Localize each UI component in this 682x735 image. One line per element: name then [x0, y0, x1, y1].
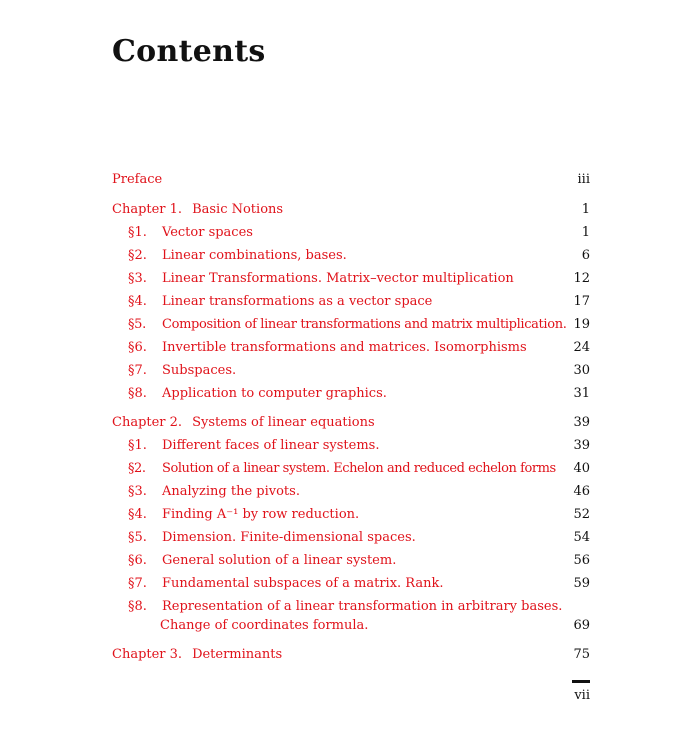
toc-section[interactable]	[112, 576, 590, 592]
toc-page-number: 39	[573, 438, 590, 453]
section-number[interactable]: §4.	[128, 294, 147, 309]
toc-section[interactable]	[112, 484, 590, 500]
section-title[interactable]: Solution of a linear system. Echelon and reduced echelon forms	[162, 461, 556, 476]
toc-page-number: 1	[581, 202, 590, 217]
section-title[interactable]: Composition of linear transformations and matrix multiplication.	[162, 317, 567, 332]
section-title[interactable]: Subspaces.	[162, 363, 237, 378]
section-title[interactable]: Linear transformations as a vector space	[162, 294, 433, 309]
toc-page-number: 30	[573, 363, 590, 378]
toc-section[interactable]	[112, 294, 590, 310]
toc-section[interactable]	[112, 248, 590, 264]
chapter-number[interactable]: Chapter 2.	[112, 415, 183, 430]
section-number[interactable]: §3.	[128, 271, 147, 286]
toc-page-number: 59	[573, 576, 590, 591]
toc-page-number: 46	[573, 484, 590, 499]
footer-page-number: vii	[574, 688, 590, 703]
toc-section[interactable]	[112, 317, 590, 333]
section-title[interactable]: Application to computer graphics.	[162, 386, 387, 401]
toc-section[interactable]	[112, 599, 590, 615]
chapter-title[interactable]: Determinants	[192, 647, 283, 662]
toc-page-number: 52	[573, 507, 590, 522]
section-title[interactable]: Linear combinations, bases.	[162, 248, 347, 263]
section-title[interactable]: Finding A⁻¹ by row reduction.	[162, 507, 360, 522]
section-title[interactable]: Dimension. Finite-dimensional spaces.	[162, 530, 416, 545]
section-title[interactable]: Fundamental subspaces of a matrix. Rank.	[162, 576, 444, 591]
chapter-title[interactable]: Systems of linear equations	[192, 415, 375, 430]
section-number[interactable]: §5.	[128, 317, 146, 332]
toc-section[interactable]	[112, 530, 590, 546]
toc-section[interactable]	[112, 271, 590, 287]
toc-section[interactable]	[112, 438, 590, 454]
toc-chapter-1[interactable]	[112, 202, 590, 218]
toc-page-number: 24	[573, 340, 590, 355]
section-number[interactable]: §4.	[128, 507, 147, 522]
toc-page-number: 12	[573, 271, 590, 286]
toc-page-number: 39	[573, 415, 590, 430]
toc-page-number: 40	[573, 461, 590, 476]
toc-page-number: 1	[581, 225, 590, 240]
section-number[interactable]: §8.	[128, 599, 147, 614]
section-number[interactable]: §1.	[128, 225, 147, 240]
section-number[interactable]: §1.	[128, 438, 147, 453]
toc-section[interactable]	[112, 386, 590, 402]
chapter-number[interactable]: Chapter 3.	[112, 647, 183, 662]
toc-preface-label[interactable]: Preface	[112, 172, 163, 187]
chapter-title[interactable]: Basic Notions	[192, 202, 284, 217]
chapter-number[interactable]: Chapter 1.	[112, 202, 183, 217]
section-title[interactable]: Analyzing the pivots.	[162, 484, 300, 499]
toc-chapter-3[interactable]	[112, 647, 590, 663]
toc-page-number: 69	[573, 618, 590, 633]
page-number-bar	[572, 680, 590, 683]
section-title[interactable]: Different faces of linear systems.	[162, 438, 380, 453]
toc-page-number: iii	[577, 172, 590, 187]
section-title[interactable]: Vector spaces	[162, 225, 253, 240]
section-title[interactable]: General solution of a linear system.	[162, 553, 397, 568]
section-number[interactable]: §2.	[128, 461, 146, 476]
toc-section[interactable]	[112, 553, 590, 569]
section-title[interactable]: Invertible transformations and matrices. Isomorphisms	[162, 340, 527, 355]
section-number[interactable]: §5.	[128, 530, 147, 545]
page-title: Contents	[112, 34, 266, 69]
section-number[interactable]: §6.	[128, 553, 147, 568]
toc-section[interactable]	[112, 507, 590, 523]
section-title[interactable]: Linear Transformations. Matrix–vector multiplication	[162, 271, 514, 286]
toc-page-number: 75	[573, 647, 590, 662]
toc-page-number: 17	[573, 294, 590, 309]
section-number[interactable]: §6.	[128, 340, 147, 355]
toc-section[interactable]	[112, 225, 590, 241]
section-number[interactable]: §8.	[128, 386, 147, 401]
section-number[interactable]: §7.	[128, 363, 147, 378]
section-number[interactable]: §7.	[128, 576, 147, 591]
toc-page-number: 31	[573, 386, 590, 401]
toc-chapter-2[interactable]	[112, 415, 590, 431]
toc-page-number: 56	[573, 553, 590, 568]
section-title[interactable]: Representation of a linear transformation in arbitrary bases.	[162, 599, 563, 614]
toc-page-number: 54	[573, 530, 590, 545]
toc-preface[interactable]	[112, 172, 590, 188]
toc-page-number: 6	[581, 248, 590, 263]
toc-page-number: 19	[573, 317, 590, 332]
section-number[interactable]: §3.	[128, 484, 147, 499]
section-number[interactable]: §2.	[128, 248, 147, 263]
toc-section[interactable]	[112, 461, 590, 477]
toc-section[interactable]	[112, 363, 590, 379]
section-title-continuation[interactable]: Change of coordinates formula.	[160, 618, 369, 633]
toc-section[interactable]	[112, 340, 590, 356]
